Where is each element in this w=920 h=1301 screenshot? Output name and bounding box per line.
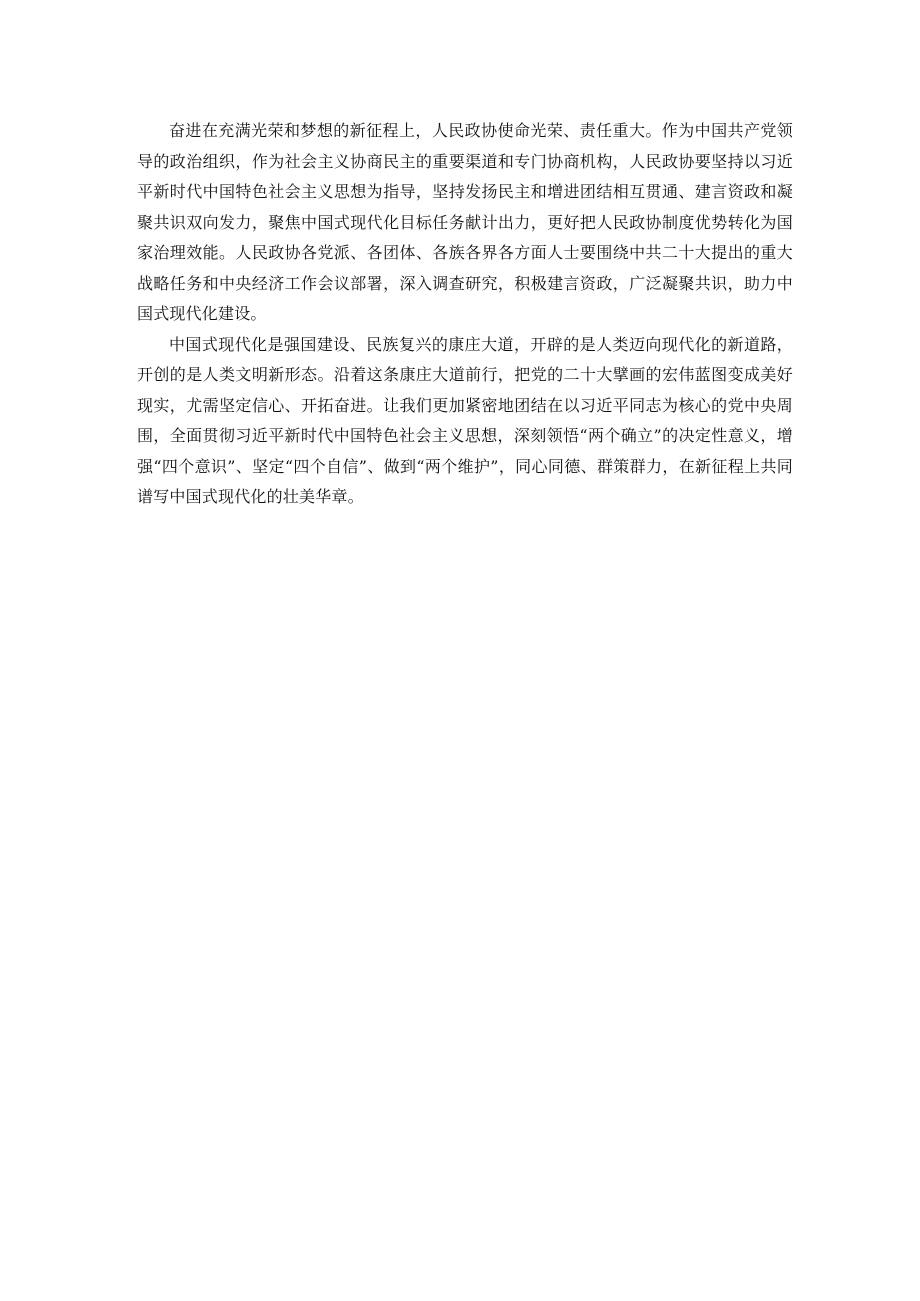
paragraph-1: 奋进在充满光荣和梦想的新征程上，人民政协使命光荣、责任重大。作为中国共产党领导的政治组织，作为社会主义协商民主的重要渠道和专门协商机构，人民政协要坚持以习近平新时代中国特色社会主义思想为指导，坚持发扬民主和增进团结相互贯通、建言资政和凝聚共识双向发力，聚焦中国式现代化目标任务献计出力，更好把人民政协制度优势转化为国家治理效能。人民政协各党派、各团体、各族各界各方面人士要围绕中共二十大提出的重大战略任务和中央经济工作会议部署，深入调查研究，积极建言资政，广泛凝聚共识，助力中国式现代化建设。 bbox=[137, 121, 793, 323]
document-body bbox=[137, 116, 793, 513]
paragraph-2: 中国式现代化是强国建设、民族复兴的康庄大道，开辟的是人类迈向现代化的新道路，开创的是人类文明新形态。沿着这条康庄大道前行，把党的二十大擘画的宏伟蓝图变成美好现实，尤需坚定信心、开拓奋进。让我们更加紧密地团结在以习近平同志为核心的党中央周围，全面贯彻习近平新时代中国特色社会主义思想，深刻领悟“两个确立”的决定性意义，增强“四个意识”、坚定“四个自信”、做到“两个维护”，同心同德、群策群力，在新征程上共同谱写中国式现代化的壮美华章。 bbox=[137, 334, 793, 506]
